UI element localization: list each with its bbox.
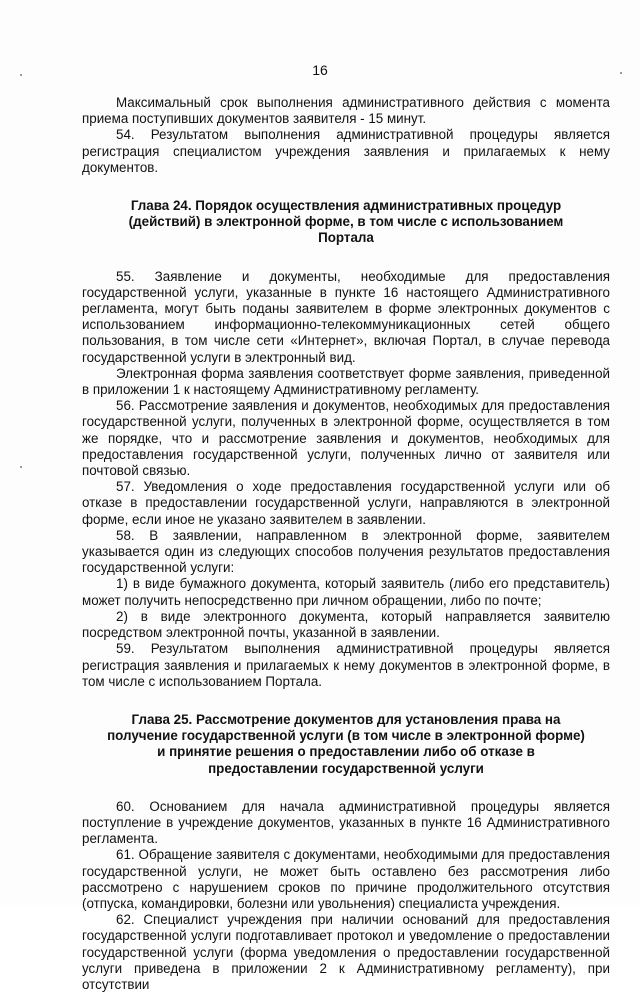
list-item: 2) в виде электронного документа, который направляется заявителю посредством электронной почты, указанной в заявлении. bbox=[82, 608, 610, 641]
chapter-24-heading: Глава 24. Порядок осуществления административных процедур (действий) в электронной форме, в том числе с использованием Портала bbox=[128, 198, 564, 246]
paragraph: 58. В заявлении, направленном в электронной форме, заявителем указывается один из следующих способов получения результатов предоставления государственной услуги: bbox=[82, 527, 610, 576]
paragraph: 55. Заявление и документы, необходимые для предоставления государственной услуги, указанные в пункте 16 настоящего Административного регламента, могут быть поданы заявителем в форме электронных документов с использованием информационно-телекоммуникационных сетей общего пользования, в том числе сети «Интернет», включая Портал, в случае перевода государственной услуги в электронный вид. bbox=[82, 268, 610, 365]
paragraph: 54. Результатом выполнения административной процедуры является регистрация специалистом учреждения заявления и прилагаемых к нему документов. bbox=[82, 127, 610, 175]
paragraph: 60. Основанием для начала административной процедуры является поступление в учреждение документов, указанных в пункте 16 Административного регламента. bbox=[82, 798, 610, 847]
document-body bbox=[82, 95, 610, 993]
paragraph: Электронная форма заявления соответствует форме заявления, приведенной в приложении 1 к настоящему Административному регламенту. bbox=[82, 365, 610, 398]
paragraph: 56. Рассмотрение заявления и документов, необходимых для предоставления государственной услуги, полученных в электронной форме, осуществляется в том же порядке, что и рассмотрение заявления и документов, необходимых для предоставления государственной услуги, полученных лично от заявителя или почтовой связью. bbox=[82, 398, 610, 479]
paragraph: 57. Уведомления о ходе предоставления государственной услуги или об отказе в предоставлении государственной услуги, направляются в электронной форме, если иное не указано заявителем в заявлении. bbox=[82, 479, 610, 527]
list-item: 1) в виде бумажного документа, который заявитель (либо его представитель) может получить непосредственно при личном обращении, либо по почте; bbox=[82, 576, 610, 608]
paragraph: 59. Результатом выполнения административной процедуры является регистрация заявления и прилагаемых к нему документов в электронной форме, в том числе с использованием Портала. bbox=[82, 641, 610, 689]
paragraph: 62. Специалист учреждения при наличии оснований для предоставления государственной услуги подготавливает протокол и уведомление о предоставлении государственной услуги (форма уведомления о предоставлении государственной услуги приведена в приложении 2 к Административному регламенту), при отсутствии bbox=[82, 912, 610, 992]
paragraph: Максимальный срок выполнения административного действия с момента приема поступивших документов заявителя - 15 минут. bbox=[82, 95, 610, 127]
scan-mark bbox=[20, 466, 22, 468]
chapter-25-heading: Глава 25. Рассмотрение документов для установления права на получение государственной услуги (в том числе в электронной форме) и принятие решения о предоставлении либо об отказе в предоставлении государственной услуги bbox=[107, 711, 585, 776]
page-number: 16 bbox=[312, 62, 328, 78]
paragraph: 61. Обращение заявителя с документами, необходимыми для предоставления государственной услуги, не может быть оставлено без рассмотрения либо рассмотрено с нарушением сроков по причине продолжительного отсутствия (отпуска, командировки, болезни или увольнения) специалиста учреждения. bbox=[82, 847, 610, 911]
